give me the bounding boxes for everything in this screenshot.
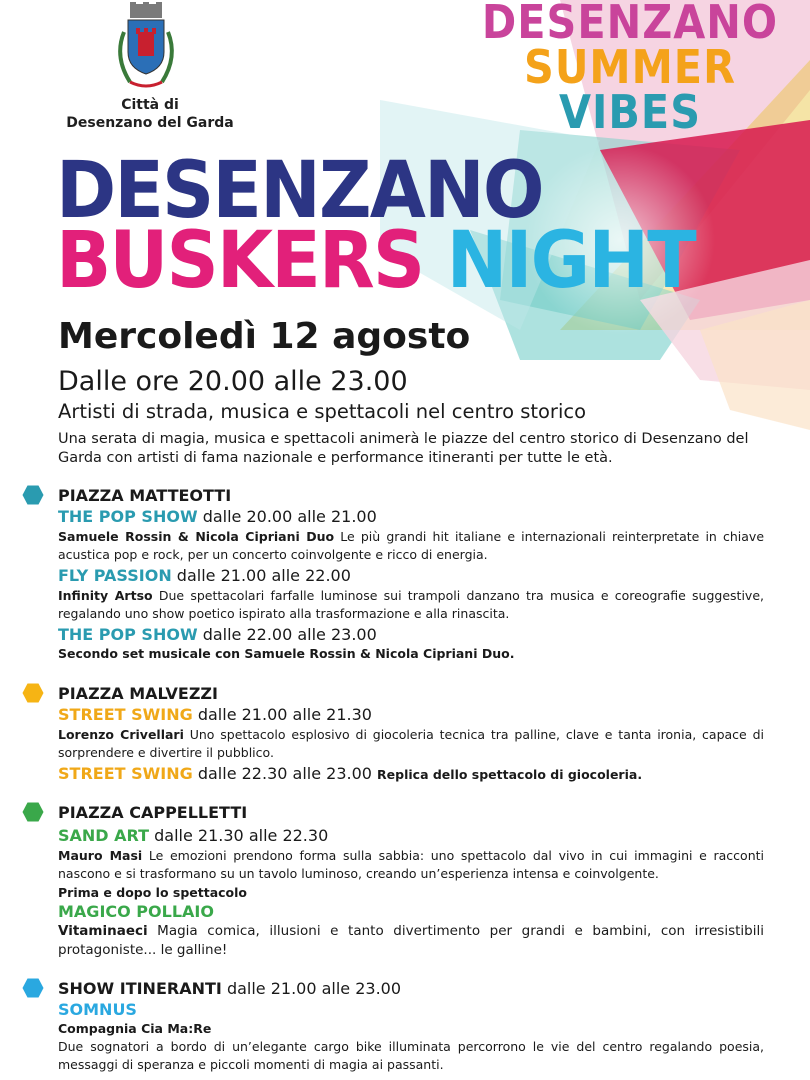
municipality-line2: Desenzano del Garda — [66, 115, 234, 131]
yellow-hexagon-icon — [22, 682, 44, 704]
performer-name: Compagnia Cia Ma:Re — [58, 1021, 212, 1036]
blue-hexagon-icon — [22, 977, 44, 999]
act-sand-art — [58, 826, 328, 845]
act-extra-note: Replica dello spettacolo di giocoleria. — [377, 767, 643, 782]
description-text: Uno spettacolo esplosivo di giocoleria tecnica tra palline, clave e tanta ironia, capace di sorprendere e divertire il pubblico. — [58, 727, 764, 760]
act-fly-passion — [58, 566, 351, 585]
schedule-note-text: Prima e dopo lo spettacolo — [58, 885, 248, 900]
act-street-swing-2 — [58, 764, 642, 783]
municipality-line1: Città di — [121, 97, 179, 113]
vibes-line3: VIBES — [558, 85, 702, 139]
section-time: dalle 21.00 alle 23.00 — [226, 979, 402, 998]
city-crest-logo — [108, 2, 184, 92]
act-pop-show-1 — [58, 507, 377, 526]
act-magico-pollaio — [58, 902, 214, 921]
section-title-itineranti — [58, 979, 401, 998]
description-text: Due spettacolari farfalle luminose sui trampoli danzano tra musica e coreografie suggestive, regalando uno show poetico ispirato alla trasformazione e alla rinascita. — [58, 588, 764, 621]
act-time: dalle 21.00 alle 22.00 — [176, 566, 351, 585]
act-time: dalle 22.00 alle 23.00 — [202, 625, 377, 644]
section-title-matteotti: PIAZZA MATTEOTTI — [58, 486, 232, 505]
main-title-night: NIGHT — [446, 216, 695, 306]
act-description — [58, 847, 764, 883]
act-time: dalle 20.00 alle 21.00 — [202, 507, 377, 526]
performer-name: Mauro Masi — [58, 848, 143, 863]
act-performer — [58, 1020, 764, 1038]
main-title-buskers: BUSKERS — [56, 216, 424, 306]
act-description — [58, 528, 764, 564]
act-description — [58, 645, 764, 663]
performer-name: Lorenzo Crivellari — [58, 727, 184, 742]
main-title-line1: DESENZANO — [56, 146, 543, 236]
act-pop-show-2 — [58, 625, 377, 644]
event-intro: Una serata di magia, musica e spettacoli animerà le piazze del centro storico di Desenzano del Garda con artisti di fama nazionale e performance itineranti per tutte le età. — [58, 431, 749, 466]
act-description — [58, 726, 764, 762]
performer-name: Infinity Artso — [58, 588, 153, 603]
act-name: SAND ART — [58, 826, 150, 845]
summer-vibes-logo — [455, 0, 805, 139]
municipality-name — [50, 96, 250, 132]
section-title-malvezzi: PIAZZA MALVEZZI — [58, 684, 218, 703]
act-name: THE POP SHOW — [58, 625, 198, 644]
vibes-line1: DESENZANO — [481, 0, 779, 49]
act-time: dalle 21.30 alle 22.30 — [154, 826, 329, 845]
event-tagline: Artisti di strada, musica e spettacoli nel centro storico — [58, 400, 587, 423]
description-text: Le più grandi hit italiane e internazionali reinterpretate in chiave acustica pop e rock, per un concerto coinvolgente e ricco di energia. — [58, 529, 765, 562]
section-title-text: SHOW ITINERANTI — [58, 979, 222, 998]
act-time: dalle 21.00 alle 21.30 — [197, 705, 372, 724]
performer-name: Vitaminaeci — [58, 923, 148, 939]
act-name: SOMNUS — [58, 1000, 137, 1019]
act-description: Due sognatori a bordo di un’elegante cargo bike illuminata percorrono le vie del centro regalando poesia, messaggi di speranza e piccoli momenti di magia ai passanti. — [58, 1039, 764, 1072]
teal-hexagon-icon — [22, 484, 44, 506]
act-schedule-note — [58, 884, 764, 902]
description-text: Le emozioni prendono forma sulla sabbia: uno spettacolo dal vivo in cui immagini e racconti nascono e si trasformano su un tavolo luminoso, creando un’esperienza intensa e coinvolgente. — [58, 848, 764, 881]
green-hexagon-icon — [22, 801, 44, 823]
act-street-swing-1 — [58, 705, 372, 724]
performer-name: Secondo set musicale con Samuele Rossin & Nicola Cipriani Duo. — [58, 646, 515, 661]
event-hours: Dalle ore 20.00 alle 23.00 — [58, 366, 408, 397]
event-date: Mercoledì 12 agosto — [58, 316, 471, 357]
section-title-cappelletti: PIAZZA CAPPELLETTI — [58, 803, 248, 822]
act-name: STREET SWING — [58, 764, 193, 783]
act-name: THE POP SHOW — [58, 507, 198, 526]
vibes-line2: SUMMER — [524, 40, 736, 94]
act-description — [58, 922, 764, 960]
performer-name: Samuele Rossin & Nicola Cipriani Duo — [58, 529, 335, 544]
act-name: STREET SWING — [58, 705, 193, 724]
act-description — [58, 587, 764, 623]
act-time: dalle 22.30 alle 23.00 — [197, 764, 372, 783]
description-text: Magia comica, illusioni e tanto divertimento per grandi e bambini, con irresistibili protagoniste... le galline! — [58, 923, 764, 958]
act-name: FLY PASSION — [58, 566, 172, 585]
main-title-line2 — [56, 218, 695, 304]
act-somnus — [58, 1000, 137, 1019]
act-name: MAGICO POLLAIO — [58, 902, 214, 921]
